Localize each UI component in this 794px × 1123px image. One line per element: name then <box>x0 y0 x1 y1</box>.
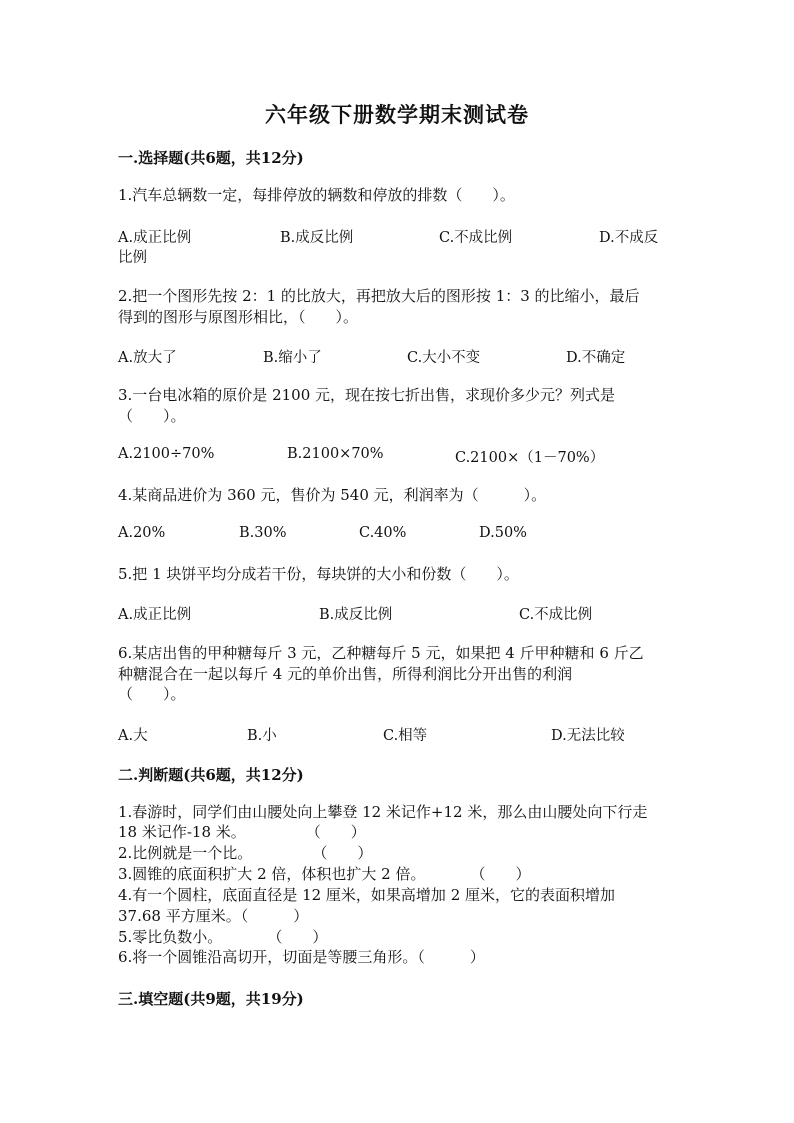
option-d: D.不确定 <box>566 350 626 366</box>
option-d: D.无法比较 <box>551 728 625 744</box>
page-title: 六年级下册数学期末测试卷 <box>265 102 529 127</box>
option-b: B.缩小了 <box>263 350 322 366</box>
option-b: B.成反比例 <box>280 230 354 246</box>
option-c: C.不成比例 <box>439 230 513 246</box>
option-c: C.2100×（1－70%） <box>455 450 605 466</box>
section-heading-fill: 三.填空题(共9题，共19分) <box>118 990 304 1008</box>
question-text: 6.某店出售的甲种糖每斤 3 元，乙种糖每斤 5 元，如果把 4 斤甲种糖和 6 斤乙 <box>118 644 644 662</box>
option-c: C.相等 <box>383 728 428 744</box>
option-d: D.不成反 <box>599 230 659 246</box>
section-heading-choice: 一.选择题(共6题，共12分) <box>118 149 304 167</box>
option-b: B.成反比例 <box>319 607 393 623</box>
question-text: 3.一台电冰箱的原价是 2100 元，现在按七折出售，求现价多少元？列式是 <box>118 386 616 404</box>
option-b: B.小 <box>247 728 277 744</box>
judge-item: 6.将一个圆锥沿高切开，切面是等腰三角形。（ ） <box>118 948 485 966</box>
option-d-wrap: 比例 <box>118 250 147 266</box>
judge-item: 4.有一个圆柱，底面直径是 12 厘米，如果高增加 2 厘米，它的表面积增加 <box>118 886 616 904</box>
option-a: A.20% <box>118 525 166 541</box>
option-d: D.50% <box>479 525 527 541</box>
judge-item: 5.零比负数小。 （ ） <box>118 928 328 946</box>
option-a: A.放大了 <box>118 350 177 366</box>
judge-item: 3.圆锥的底面积扩大 2 倍，体积也扩大 2 倍。 （ ） <box>118 865 531 883</box>
section-heading-judge: 二.判断题(共6题，共12分) <box>118 766 304 784</box>
question-text: （ ）。 <box>118 407 186 425</box>
judge-item: 37.68 平方厘米。（ ） <box>118 907 309 925</box>
question-text: 4.某商品进价为 360 元，售价为 540 元，利润率为（ ）。 <box>118 486 547 504</box>
question-text: 得到的图形与原图形相比，（ ）。 <box>118 308 359 326</box>
question-text: 种糖混合在一起以每斤 4 元的单价出售，所得利润比分开出售的利润 <box>118 665 573 683</box>
option-b: B.30% <box>239 525 287 541</box>
judge-item: 1.春游时，同学们由山腰处向上攀登 12 米记作+12 米，那么由山腰处向下行走 <box>118 803 648 821</box>
judge-item: 18 米记作-18 米。 （ ） <box>118 823 366 841</box>
option-a: A.成正比例 <box>118 230 192 246</box>
judge-item: 2.比例就是一个比。 （ ） <box>118 844 373 862</box>
option-b: B.2100×70% <box>287 446 384 462</box>
option-a: A.大 <box>118 728 148 744</box>
option-a: A.2100÷70% <box>118 446 215 462</box>
option-c: C.40% <box>359 525 407 541</box>
option-c: C.不成比例 <box>519 607 593 623</box>
question-text: 1.汽车总辆数一定，每排停放的辆数和停放的排数（ ）。 <box>118 186 515 204</box>
question-text: 5.把 1 块饼平均分成若干份，每块饼的大小和份数（ ）。 <box>118 565 519 583</box>
option-a: A.成正比例 <box>118 607 192 623</box>
option-c: C.大小不变 <box>407 350 481 366</box>
question-text: （ ）。 <box>118 685 186 703</box>
question-text: 2.把一个图形先按 2：1 的比放大，再把放大后的图形按 1：3 的比缩小，最后 <box>118 287 640 305</box>
